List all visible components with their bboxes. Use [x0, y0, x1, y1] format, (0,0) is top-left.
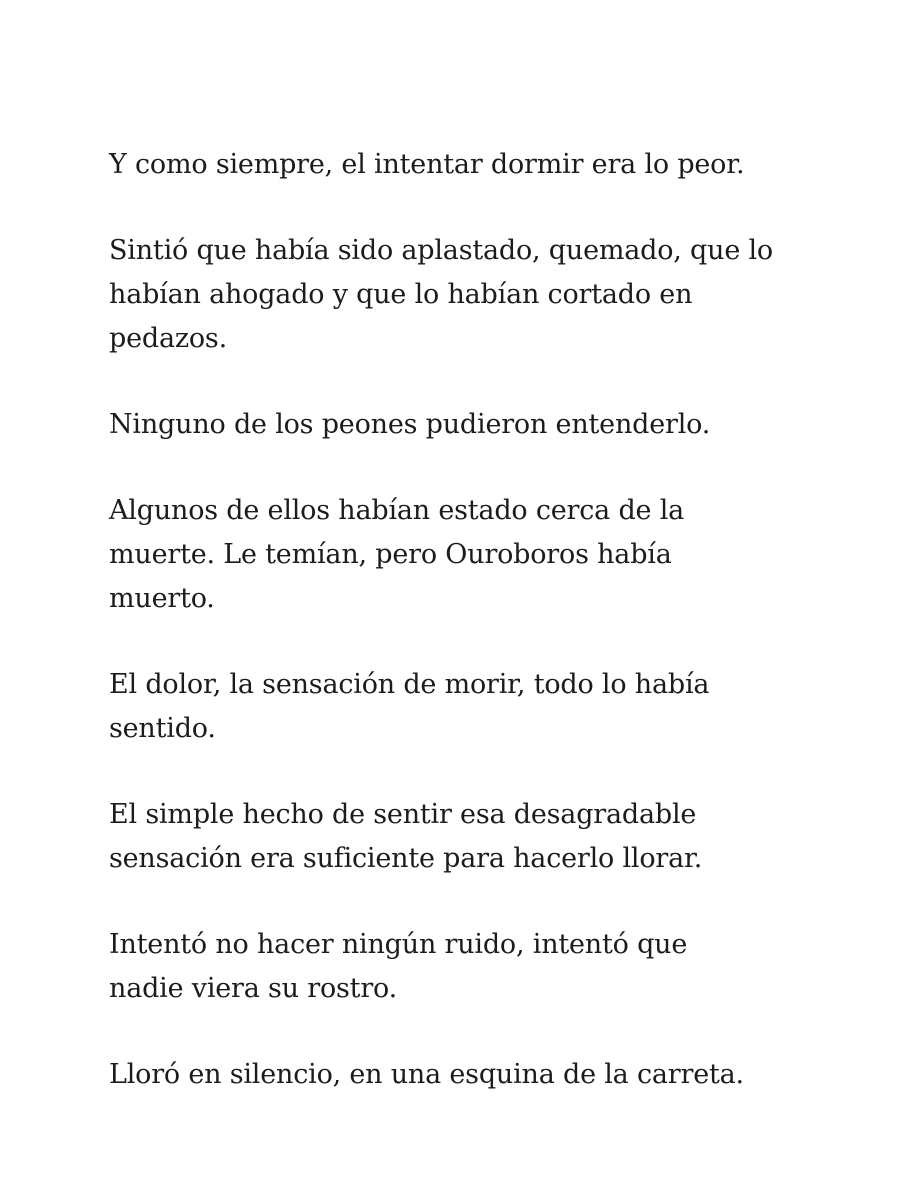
paragraph-4: Algunos de ellos habían estado cerca de la muerte. Le temían, pero Ouroboros había muerto. [109, 495, 685, 614]
paragraph-2: Sintió que había sido aplastado, quemado, que lo habían ahogado y que lo habían cortado en pedazos. [109, 235, 773, 354]
paragraph-8: Lloró en silencio, en una esquina de la carreta. [109, 1059, 744, 1090]
document-page [109, 143, 809, 1139]
paragraph-7: Intentó no hacer ningún ruido, intentó que nadie viera su rostro. [109, 929, 688, 1004]
paragraph-6: El simple hecho de sentir esa desagradable sensación era suficiente para hacerlo llorar. [109, 799, 703, 874]
paragraph-5: El dolor, la sensación de morir, todo lo había sentido. [109, 669, 710, 744]
paragraph-3: Ninguno de los peones pudieron entenderlo. [109, 409, 711, 440]
paragraph-1: Y como siempre, el intentar dormir era lo peor. [109, 149, 745, 180]
